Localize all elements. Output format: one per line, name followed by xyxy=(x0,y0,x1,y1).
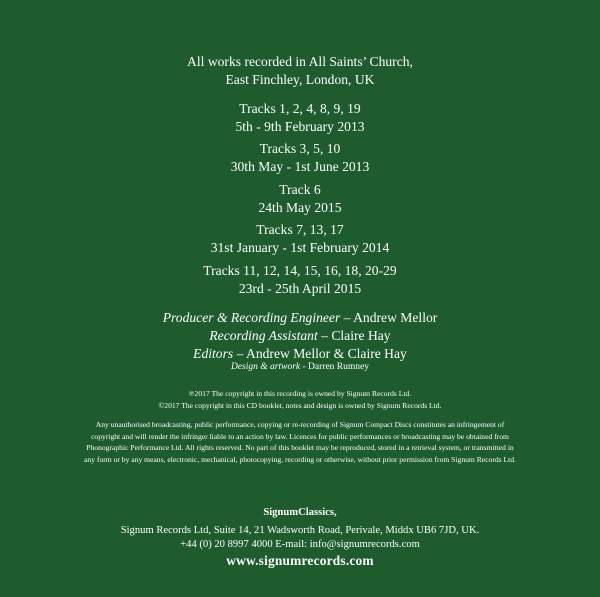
venue-line-2: East Finchley, London, UK xyxy=(225,72,375,87)
copyright-recording: ℗2017 The copyright in this recording is owned by Signum Records Ltd. xyxy=(188,389,412,398)
label-address: Signum Records Ltd, Suite 14, 21 Wadsworth Road, Perivale, Middx UB6 7JD, UK. xyxy=(120,525,480,536)
credits xyxy=(0,309,600,363)
session-5 xyxy=(0,262,600,298)
session-dates: 30th May - 1st June 2013 xyxy=(230,159,370,174)
legal-line: any form or by any means, electronic, mechanical, photocopying, recording or otherwise, without prior permission from Signum Records Ltd. xyxy=(84,454,516,464)
credit-assistant: Recording Assistant – Claire Hay xyxy=(209,328,391,343)
session-dates: 23rd - 25th April 2015 xyxy=(238,281,362,296)
session-tracks: Tracks 11, 12, 14, 15, 16, 18, 20-29 xyxy=(203,263,397,278)
legal-line: Phonographic Performance Ltd. All rights reserved. No part of this booklet may be reproduced, stored in a retrieval system, or transmitted in xyxy=(86,443,514,453)
label-name: SignumClassics, xyxy=(263,507,337,518)
session-tracks: Tracks 1, 2, 4, 8, 9, 19 xyxy=(239,101,361,116)
website-link[interactable]: www.signumrecords.com xyxy=(226,553,374,568)
credit-editors: Editors – Andrew Mellor & Claire Hay xyxy=(193,346,407,361)
venue-line-1: All works recorded in All Saints’ Church, xyxy=(187,54,413,69)
session-4 xyxy=(0,221,600,257)
session-2 xyxy=(0,140,600,176)
session-tracks: Tracks 3, 5, 10 xyxy=(259,141,341,156)
session-dates: 24th May 2015 xyxy=(258,200,342,215)
legal-line: copyright and will render the infringer liable to an action by law. Licences for public performances or broadcasting may be obtained from xyxy=(91,431,509,441)
session-1 xyxy=(0,100,600,136)
label-contact: +44 (0) 20 8997 4000 E-mail: info@signumrecords.com xyxy=(180,539,420,550)
session-tracks: Tracks 7, 13, 17 xyxy=(256,222,344,237)
legal-line: Any unauthorised broadcasting, public performance, copying or re-recording of Signum Compact Discs constitutes an infringement of xyxy=(95,420,505,429)
design-credit: Design & artwork - Darren Rumney xyxy=(230,362,369,372)
session-dates: 31st January - 1st February 2014 xyxy=(210,240,390,255)
session-dates: 5th - 9th February 2013 xyxy=(235,119,365,134)
legal-notice xyxy=(0,419,600,465)
venue xyxy=(0,53,600,89)
session-tracks: Track 6 xyxy=(279,182,321,197)
copyright-booklet: ©2017 The copyright in this CD booklet, notes and design is owned by Signum Records Ltd. xyxy=(158,400,442,410)
credit-producer: Producer & Recording Engineer – Andrew Mellor xyxy=(162,310,438,325)
copyright-notice xyxy=(0,388,600,411)
session-3 xyxy=(0,181,600,217)
